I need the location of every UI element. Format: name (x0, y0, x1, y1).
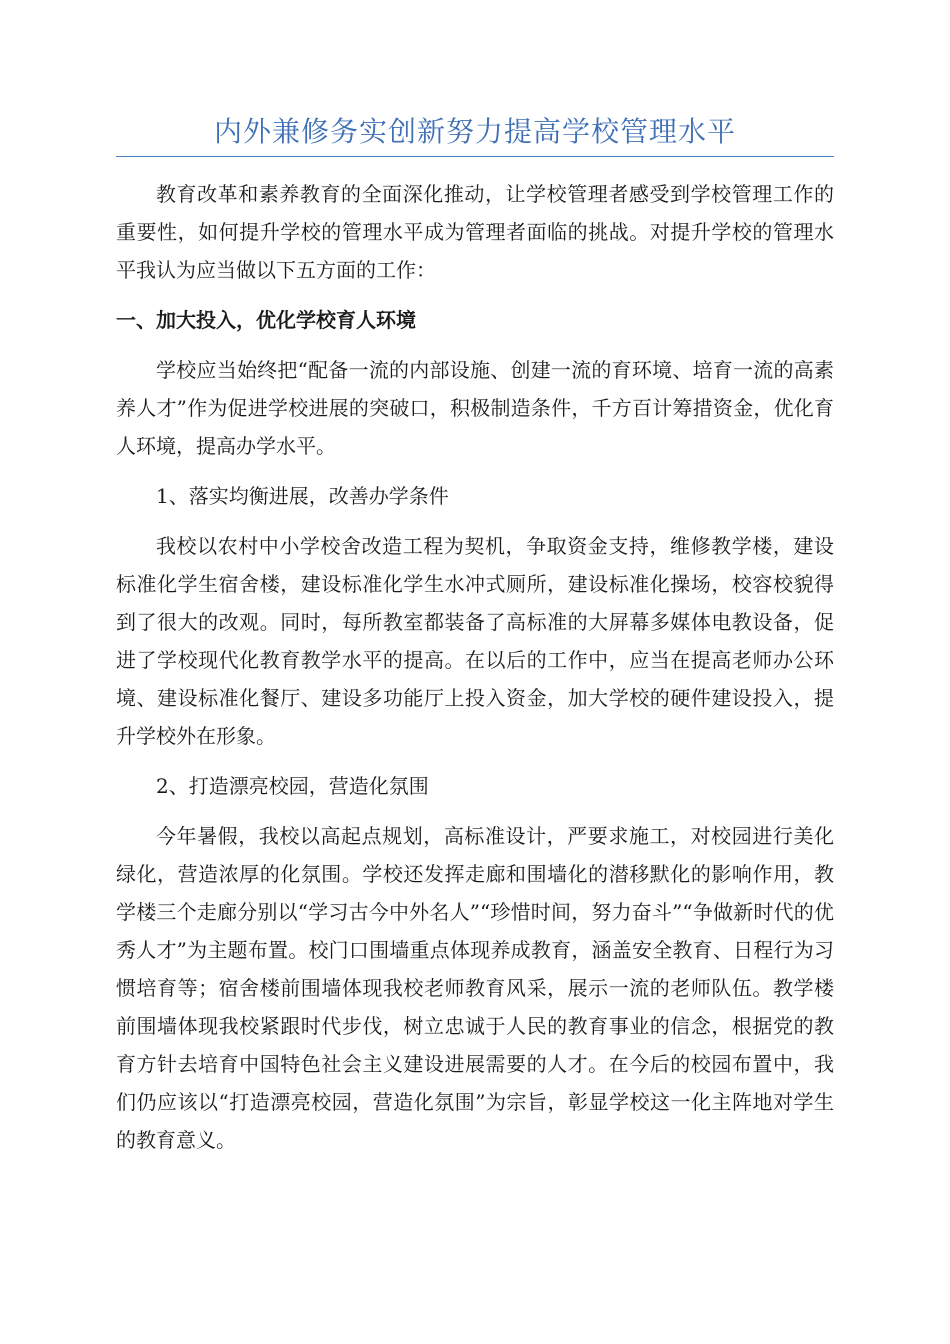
subsection-2-heading: 2、打造漂亮校园，营造化氛围 (156, 774, 429, 798)
section-1-paragraph: 学校应当始终把“配备一流的内部设施、创建一流的育环境、培育一流的高素养人才”作为促进学校进展的突破口，积极制造条件，千方百计筹措资金，优化育人环境，提高办学水平。 (116, 358, 834, 458)
section-1-heading: 一、加大投入，优化学校育人环境 (116, 308, 416, 332)
subsection-2-paragraph: 今年暑假，我校以高起点规划，高标准设计，严要求施工，对校园进行美化绿化，营造浓厚的化氛围。学校还发挥走廊和围墙化的潜移默化的影响作用，教学楼三个走廊分别以“学习古今中外名人”“珍惜时间，努力奋斗”“争做新时代的优秀人才”为主题布置。校门口围墙重点体现养成教育，涵盖安全教育、日程行为习惯培育等；宿舍楼前围墙体现我校老师教育风采，展示一流的老师队伍。教学楼前围墙体现我校紧跟时代步伐，树立忠诚于人民的教育事业的信念，根据党的教育方针去培育中国特色社会主义建设进展需要的人才。在今后的校园布置中，我们仍应该以“打造漂亮校园，营造化氛围”为宗旨，彰显学校这一化主阵地对学生的教育意义。 (116, 824, 834, 1152)
document-page (116, 112, 834, 1171)
subsection-1-heading: 1、落实均衡进展，改善办学条件 (156, 484, 449, 508)
subsection-1-paragraph: 我校以农村中小学校舍改造工程为契机，争取资金支持，维修教学楼，建设标准化学生宿舍楼，建设标准化学生水冲式厕所，建设标准化操场，校容校貌得到了很大的改观。同时，每所教室都装备了高标准的大屏幕多媒体电教设备，促进了学校现代化教育教学水平的提高。在以后的工作中，应当在提高老师办公环境、建设标准化餐厅、建设多功能厅上投入资金，加大学校的硬件建设投入，提升学校外在形象。 (116, 534, 834, 748)
document-title: 内外兼修务实创新努力提高学校管理水平 (116, 112, 834, 157)
intro-paragraph: 教育改革和素养教育的全面深化推动，让学校管理者感受到学校管理工作的重要性，如何提升学校的管理水平成为管理者面临的挑战。对提升学校的管理水平我认为应当做以下五方面的工作： (116, 182, 834, 282)
